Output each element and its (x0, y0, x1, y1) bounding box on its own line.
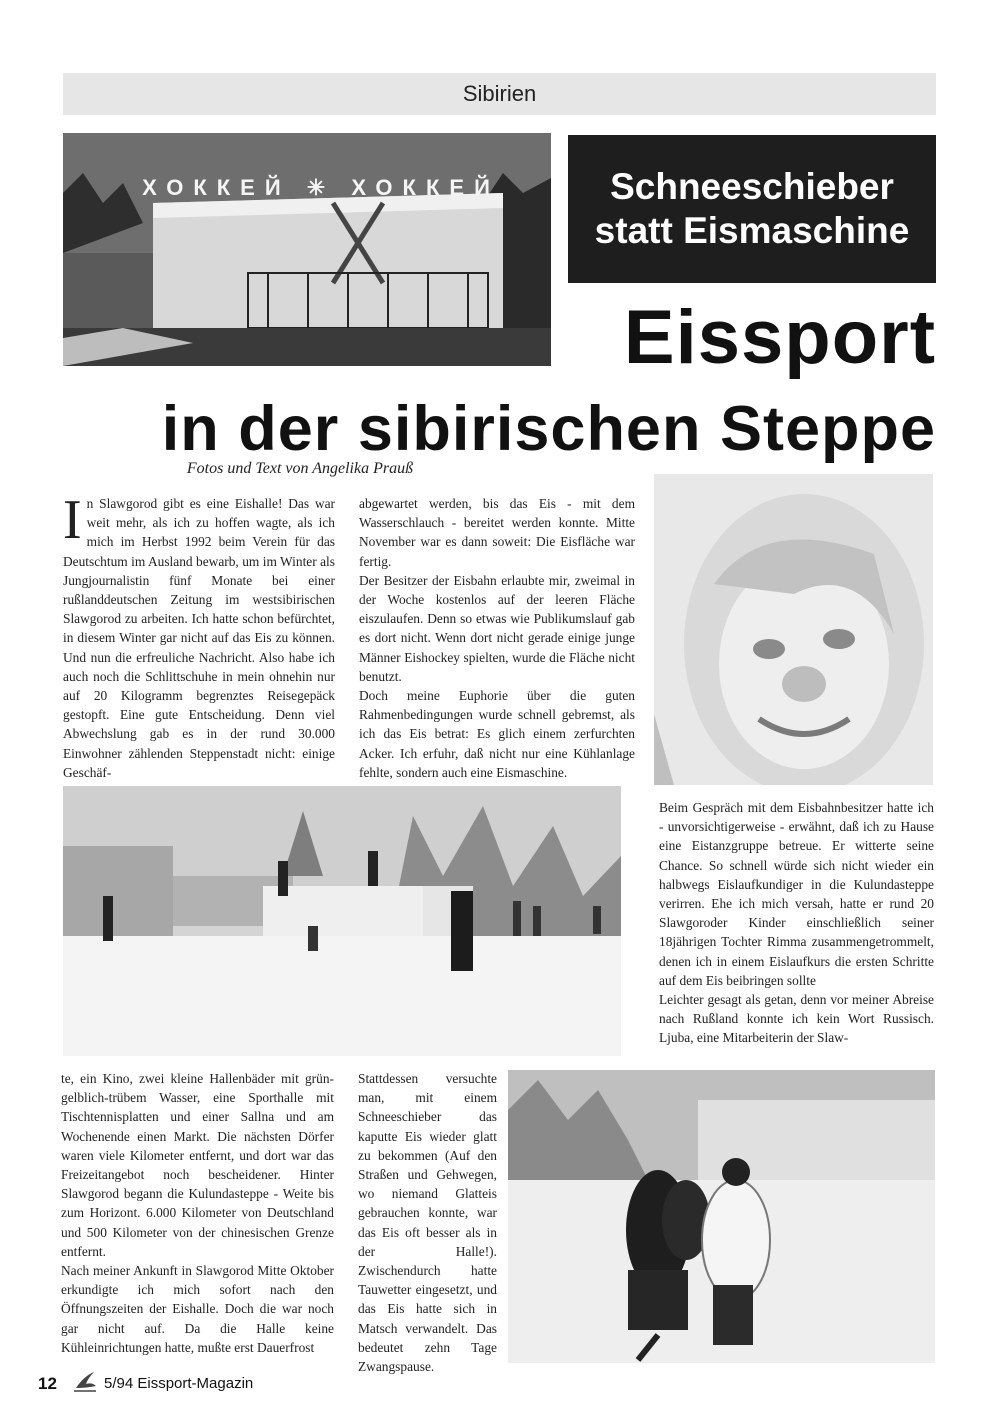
byline: Fotos und Text von Angelika Prauß (186, 460, 414, 477)
hall-sign: ХОККЕЙ ✳ ХОККЕЙ (142, 175, 500, 200)
issue-label: 5/94 Eissport-Magazin (104, 1375, 254, 1392)
subtitle-line-1: Schneeschieber (610, 166, 894, 207)
paragraph: te, ein Kino, zwei kleine Hallenbäder mit grün-gelblich-trübem Wasser, eine Sporthalle mit Tischtennisplatten und einer Sallna und am Wochenende einen Markt. Die nächsten Dörfer waren viele Kilometer entfernt, und dort war das Freizeitangebot noch bescheidener. Hinter Slawgorod begann die Kulundasteppe - Weite bis zum Horizont. 6.000 Kilometer von Deutschland und 500 Kilometer von der chinesischen Grenze entfernt. (61, 1071, 334, 1259)
article-column-1 (63, 489, 335, 782)
snow-sculpture-photo (654, 474, 933, 785)
article-column-2 (359, 494, 635, 782)
subtitle-box (568, 135, 936, 283)
skater-logo-icon (70, 1364, 100, 1394)
skaters-group-photo (508, 1070, 935, 1363)
page-number: 12 (38, 1374, 57, 1393)
article-column-3 (659, 798, 934, 1048)
paragraph: Beim Gespräch mit dem Eisbahnbesitzer hatte ich - unvorsichtigerweise - erwähnt, daß ich zu Hause eine Eistanzgruppe betreue. Er witterte seine Chance. So schnell würde sich nicht wieder ein halbwegs Eislaufkundiger in die Kulundasteppe verirren. Ehe ich mich versah, hatte er rund 20 Slawgoroder Kinder einschließlich seiner 18jährigen Tochter Rimma zusammengetrommelt, denen ich in einem Eislaufkurs die ersten Schritte auf dem Eis beibringen sollte (659, 800, 934, 988)
subtitle-line-2: statt Eismaschine (594, 210, 910, 251)
paragraph: n Slawgorod gibt es eine Eishalle! Das war weit mehr, als ich zu hoffen wagte, als ich mich im Herbst 1992 beim Verein für das Deutschtum im Ausland bewarb, um im Winter als Jungjournalistin fünf Monate bei einer rußlanddeutschen Zeitung im westsibirischen Slawgorod zu arbeiten. Ich hatte schon befürchtet, in diesem Winter gar nicht auf das Eis zu können. Und nun die erfreuliche Nachricht. Also habe ich auch noch die Schlittschuhe in mein ohnehin nur auf 20 Kilogramm begrenztes Reisegepäck gestopft. Eine gute Entscheidung. Denn viel Abwechslung gab es in der rund 30.000 Einwohner zählenden Steppenstadt nicht: einige Geschäf- (63, 496, 335, 780)
hockey-hall-photo (63, 133, 551, 366)
paragraph: Nach meiner Ankunft in Slawgorod Mitte Oktober erkundigte ich mich sofort nach den Öffnungszeiten der Eishalle. Doch die war noch gar nicht auf. Da die Halle keine Kühleinrichtungen hatte, mußte erst Dauerfrost (61, 1263, 334, 1355)
section-title: Sibirien (462, 81, 537, 106)
headline-main: Eissport (623, 295, 936, 380)
paragraph: Doch meine Euphorie über die guten Rahmenbedingungen wurde schnell gebremst, als ich das Eis betrat: Es glich einem zerfurchten Acker. Ich erfuhr, daß nicht nur eine Kühlanlage fehlte, sondern auch eine Eismaschine. (359, 688, 635, 780)
paragraph: abgewartet werden, bis das Eis - mit dem Wasserschlauch - bereitet werden konnte. Mitte November war es dann soweit: Die Eisfläche war fertig. (359, 496, 635, 569)
paragraph: Der Besitzer der Eisbahn erlaubte mir, zweimal in der Woche kostenlos auf der leeren Fläche eiszulaufen. Denn so etwas wie Publikumslauf gab es dort nicht. Wenn dort nicht gerade einige junge Männer Eishockey spielten, wurde die Fläche nicht benutzt. (359, 572, 635, 684)
article-column-5 (358, 1069, 497, 1376)
article-column-4 (61, 1069, 334, 1357)
drop-cap: I (63, 489, 82, 551)
paragraph: Stattdessen versuchte man, mit einem Schneeschieber das kaputte Eis wieder glatt zu bekommen (Auf den Straßen und Gehwegen, wo niemand Glatteis gebrauchen konnte, war das Eis oft besser als in der Halle!). Zwischendurch hatte Tauwetter eingesetzt, und das Eis hatte sich in Matsch verwandelt. Das bedeutet zehn Tage Zwangspause. (358, 1071, 497, 1375)
snow-castle-photo (63, 786, 621, 1056)
paragraph: Leichter gesagt als getan, denn vor meiner Abreise nach Rußland konnte ich kein Wort Russisch. Ljuba, eine Mitarbeiterin der Slaw- (659, 992, 934, 1046)
section-header (63, 73, 936, 115)
headline-secondary: in der sibirischen Steppe (161, 394, 936, 464)
